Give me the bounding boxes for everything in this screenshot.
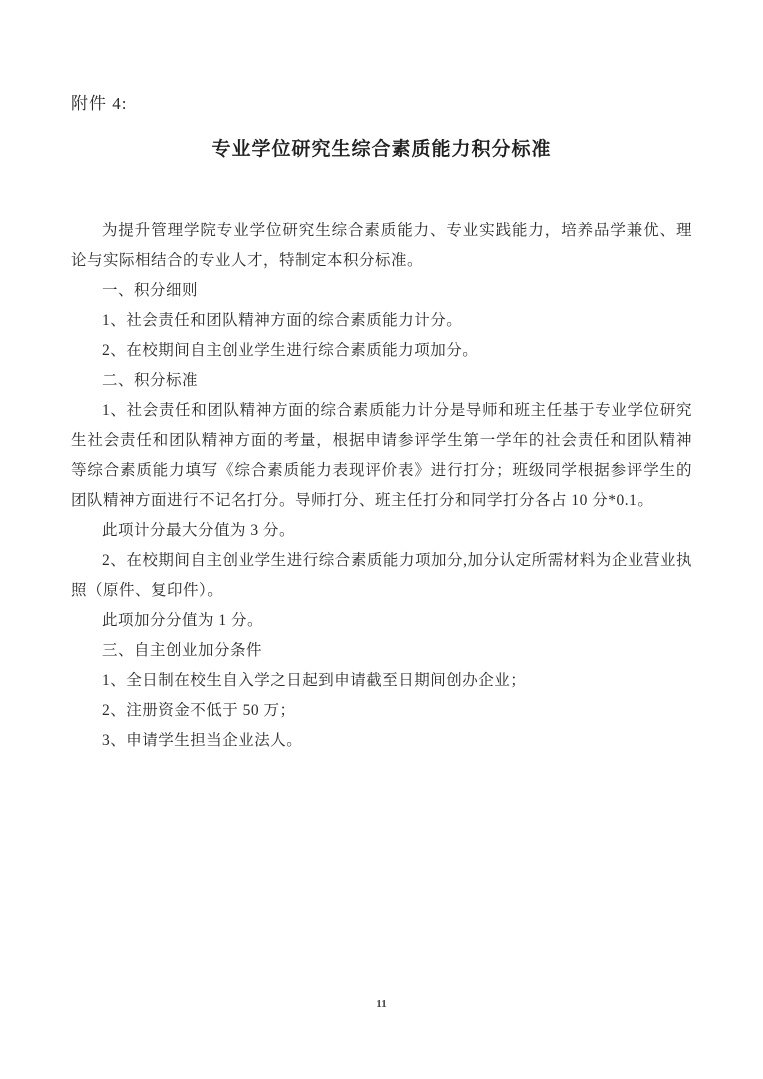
page-number: 11: [376, 998, 387, 1010]
paragraph-standard-1: 1、社会责任和团队精神方面的综合素质能力计分是导师和班主任基于专业学位研究生社会责任和团队精神方面的考量，根据申请参评学生第一学年的社会责任和团队精神等综合素质能力填写《综合素质能力表现评价表》进行打分；班级同学根据参评学生的团队精神方面进行不记名打分。导师打分、班主任打分和同学打分各占 10 分*0.1。: [71, 402, 692, 509]
document-body: [71, 216, 692, 756]
paragraph-rule-1: 1、社会责任和团队精神方面的综合素质能力计分。: [102, 312, 463, 329]
paragraph-max-score: 此项计分最大分值为 3 分。: [102, 522, 296, 539]
paragraph-bonus-score: 此项加分分值为 1 分。: [102, 612, 264, 629]
paragraph-intro: 为提升管理学院专业学位研究生综合素质能力、专业实践能力，培养品学兼优、理论与实际相结合的专业人才，特制定本积分标准。: [71, 222, 692, 269]
document-title: 专业学位研究生综合素质能力积分标准: [211, 139, 552, 160]
paragraph-standard-2: 2、在校期间自主创业学生进行综合素质能力项加分,加分认定所需材料为企业营业执照（原件、复印件）。: [71, 552, 692, 599]
paragraph-condition-1: 1、全日制在校生自入学之日起到申请截至日期间创办企业；: [102, 672, 527, 689]
paragraph-condition-2: 2、注册资金不低于 50 万；: [102, 702, 296, 719]
heading-section-1: 一、积分细则: [102, 282, 199, 299]
heading-section-3: 三、自主创业加分条件: [102, 642, 263, 659]
paragraph-rule-2: 2、在校期间自主创业学生进行综合素质能力项加分。: [102, 342, 479, 359]
attachment-label: 附件 4:: [71, 94, 128, 113]
heading-section-2: 二、积分标准: [102, 372, 199, 389]
paragraph-condition-3: 3、申请学生担当企业法人。: [102, 732, 303, 749]
